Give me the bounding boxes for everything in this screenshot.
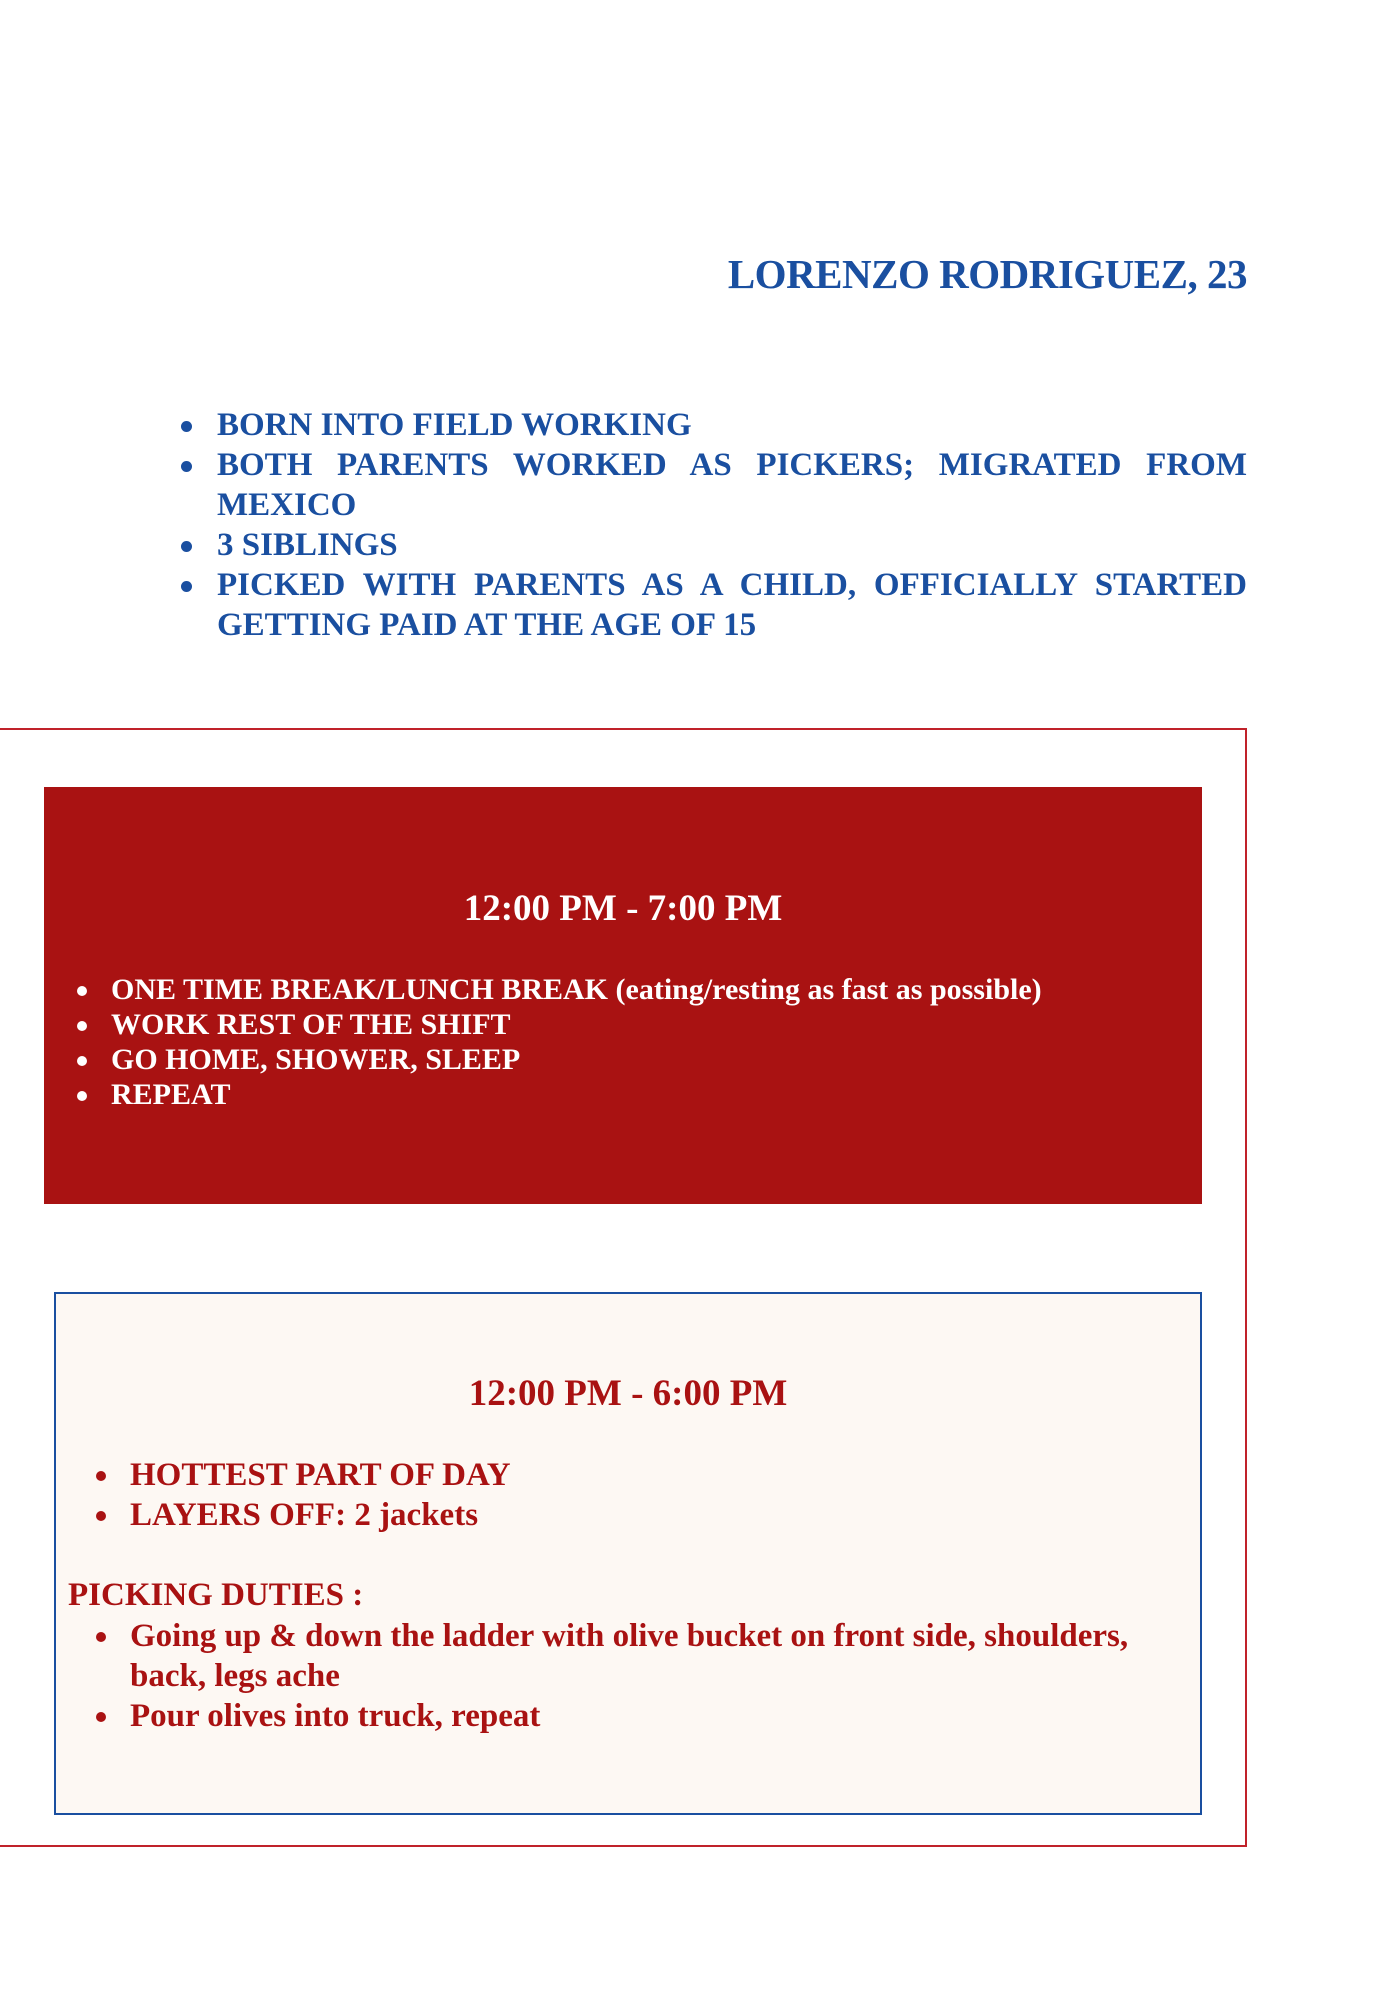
list-item: Pour olives into truck, repeat	[130, 1696, 1180, 1736]
heat-list	[130, 1455, 511, 1535]
list-item: LAYERS OFF: 2 jackets	[130, 1495, 511, 1535]
shift-schedule-box	[44, 787, 1202, 1204]
page-title: LORENZO RODRIGUEZ, 23	[727, 251, 1247, 297]
picking-duties-heading: PICKING DUTIES :	[68, 1577, 364, 1613]
shift-time-heading: 12:00 PM - 7:00 PM	[463, 888, 783, 929]
list-item: ONE TIME BREAK/LUNCH BREAK (eating/resting as fast as possible)	[111, 973, 1042, 1006]
list-item: 3 SIBLINGS	[217, 525, 1247, 565]
list-item: BOTH PARENTS WORKED AS PICKERS; MIGRATED FROM MEXICO	[217, 447, 1247, 523]
heat-time-heading: 12:00 PM - 6:00 PM	[468, 1373, 788, 1414]
list-item: Going up & down the ladder with olive bucket on front side, shoulders, back, legs ache	[130, 1616, 1180, 1696]
heat-schedule-box	[54, 1292, 1202, 1815]
list-item: REPEAT	[111, 1077, 1042, 1112]
list-item: PICKED WITH PARENTS AS A CHILD, OFFICIALLY STARTED GETTING PAID AT THE AGE OF 15	[217, 567, 1247, 643]
list-item: HOTTEST PART OF DAY	[130, 1457, 511, 1493]
list-item: BORN INTO FIELD WORKING	[217, 405, 1247, 445]
list-item: WORK REST OF THE SHIFT	[111, 1007, 1042, 1042]
bio-list	[217, 405, 1247, 645]
list-item: GO HOME, SHOWER, SLEEP	[111, 1042, 1042, 1077]
shift-list	[111, 972, 1042, 1112]
picking-duties-list	[130, 1616, 1180, 1736]
